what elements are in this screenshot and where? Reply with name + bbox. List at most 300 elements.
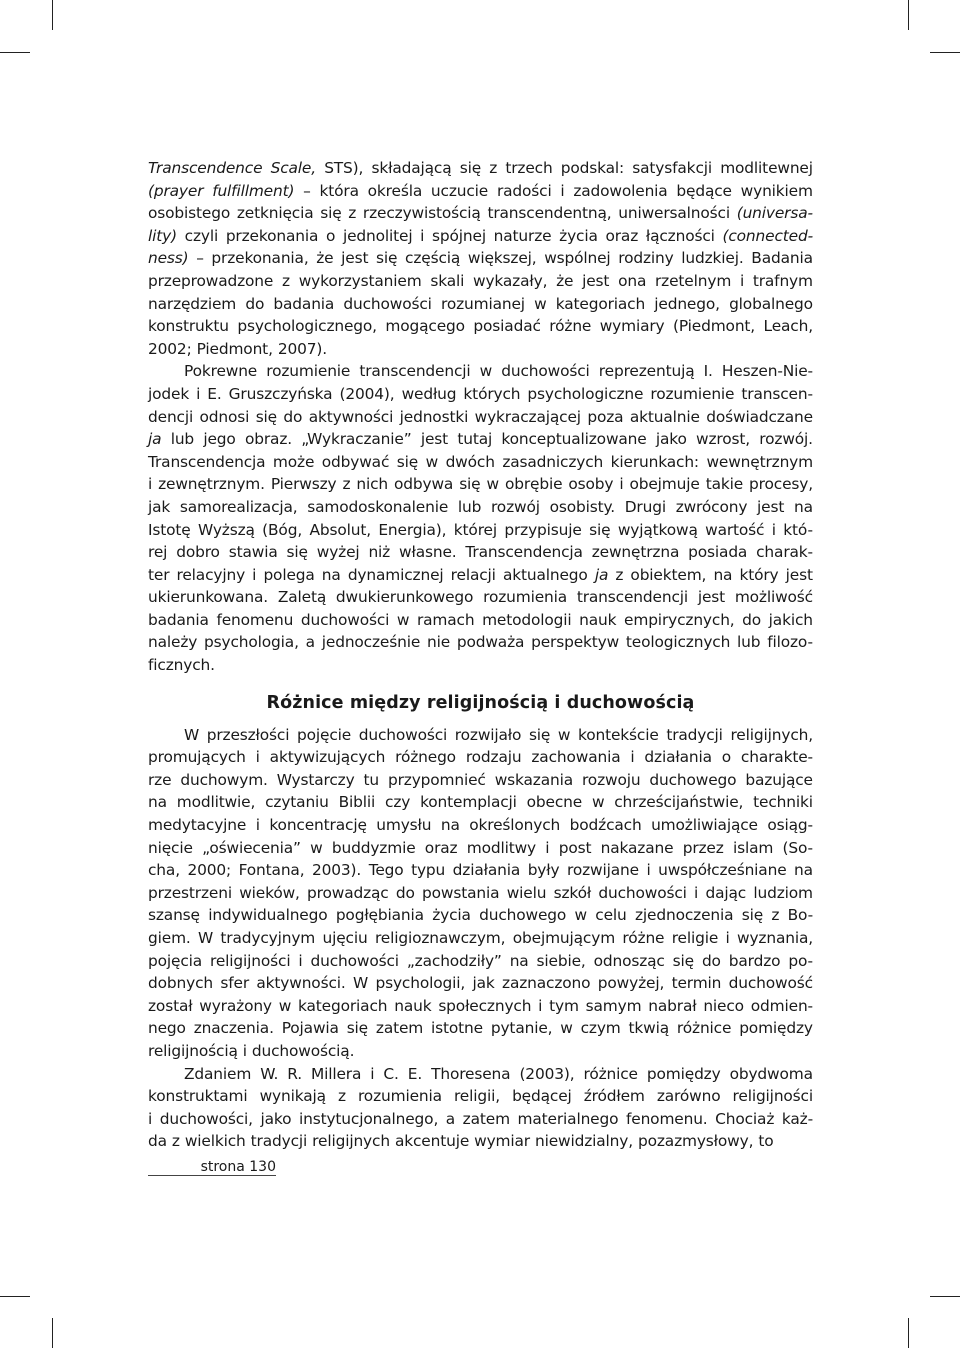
word: Energia), <box>378 520 447 539</box>
word: ja <box>148 430 162 449</box>
body-text <box>148 157 813 677</box>
word: transcendentną, <box>487 204 612 223</box>
word: duchowości <box>310 951 399 970</box>
word: dencji <box>148 407 194 426</box>
word: wykazały, <box>473 271 548 290</box>
word: o <box>721 748 732 767</box>
word: i <box>255 816 260 835</box>
footer-rule <box>148 1175 276 1176</box>
word: z <box>171 1132 180 1151</box>
word: religijnych, <box>730 725 813 744</box>
word: jak <box>472 974 495 993</box>
word: duchowości, <box>159 1109 253 1128</box>
text-line <box>148 519 813 542</box>
text-line <box>148 1108 813 1131</box>
word: aktywności. <box>256 974 346 993</box>
crop-mark <box>0 52 30 53</box>
word: religijnością <box>148 1041 238 1060</box>
word: psychologii, <box>375 974 466 993</box>
word: będącej <box>512 1087 572 1106</box>
word: giem. <box>148 929 191 947</box>
word: różnego <box>395 748 456 767</box>
text-line <box>148 338 813 361</box>
word: wspólnej <box>544 249 611 268</box>
word: globalnego <box>729 294 813 313</box>
word: Absolut, <box>309 520 371 539</box>
word: wskazania <box>494 770 574 789</box>
word: społecznych <box>438 996 532 1015</box>
word: E. <box>207 384 222 403</box>
word: termin <box>671 974 722 993</box>
word: rozwijane <box>566 861 639 880</box>
word: psychologia, <box>204 633 299 652</box>
word: tkwią <box>628 1019 670 1038</box>
word: religijnych <box>312 1132 390 1151</box>
word: spójnej <box>432 226 486 245</box>
word: się <box>376 249 398 268</box>
word: R. <box>287 1064 302 1083</box>
word: badania <box>148 610 209 629</box>
word: czytaniu <box>265 793 329 812</box>
word: buddyzmie <box>331 838 416 857</box>
word: istotne <box>431 1019 483 1038</box>
word: ona <box>618 271 647 290</box>
word: ficznych. <box>148 656 215 675</box>
word: religijności <box>732 1087 813 1106</box>
word: filozo- <box>767 633 813 652</box>
word: będące <box>676 181 732 200</box>
word: osobistego <box>148 204 231 223</box>
word: wynikiem <box>740 181 813 200</box>
word: uniwersalności <box>618 204 730 223</box>
word: transcendencji <box>359 362 471 381</box>
word: (Bóg, <box>262 520 303 539</box>
word: Transcendencja <box>148 452 266 471</box>
text-line <box>148 202 813 225</box>
word: określa <box>367 181 423 200</box>
word: wynikają <box>259 1087 326 1106</box>
word: podważa <box>456 633 525 652</box>
text-line <box>148 293 813 316</box>
word: wymiary <box>599 317 665 336</box>
word: Scale, <box>270 159 316 177</box>
word: i <box>148 1109 153 1128</box>
word: da <box>148 1132 167 1151</box>
word: życia <box>432 906 471 925</box>
word: częścią <box>405 249 461 268</box>
word: obydwoma <box>729 1064 813 1083</box>
word: duchowym. <box>180 770 268 789</box>
word: w <box>486 475 499 494</box>
word: jest <box>757 497 785 516</box>
word: z <box>282 271 290 290</box>
word: Thoresena <box>431 1064 511 1083</box>
word: odnosząc <box>593 951 665 970</box>
word: religioznawczym, <box>374 929 506 947</box>
section-heading: Różnice między religijnością i duchowością <box>266 692 695 713</box>
word: osiąg- <box>767 816 813 835</box>
word: kontemplacji <box>420 793 517 812</box>
word: na <box>713 565 733 584</box>
word: charak- <box>756 543 813 562</box>
word: rozwijało <box>454 725 522 744</box>
word: reprezentują <box>598 362 695 381</box>
text-line <box>148 654 813 677</box>
word: zetknięcia <box>236 204 314 223</box>
word: się <box>286 543 308 562</box>
crop-mark <box>930 1296 960 1297</box>
word: której <box>453 520 497 539</box>
word: (2003), <box>519 1064 575 1083</box>
word: odbywa <box>394 475 454 494</box>
word: stawia <box>228 543 278 562</box>
word: wielu <box>506 883 547 902</box>
word: promujących <box>148 748 246 767</box>
word: Pokrewne <box>184 362 258 381</box>
word: wyjątkową <box>617 520 698 539</box>
word: obraz. <box>244 430 292 449</box>
text-line <box>148 473 813 496</box>
word: lub <box>170 430 195 449</box>
word: nauk <box>394 996 432 1015</box>
word: że <box>316 249 334 268</box>
word: i <box>725 929 730 947</box>
text-line <box>148 180 813 203</box>
text-line <box>148 882 813 905</box>
word: któ- <box>783 520 813 539</box>
word: C. <box>383 1064 399 1083</box>
text-line <box>148 837 813 860</box>
word: konstruktu <box>148 317 229 336</box>
page-number: strona 130 <box>200 1159 276 1175</box>
word: przez <box>682 838 724 857</box>
word: Pojawia <box>281 1019 339 1038</box>
word: W. <box>260 1064 279 1083</box>
word: i <box>739 271 745 290</box>
word: umożliwiające <box>651 816 758 835</box>
word: która <box>319 181 359 200</box>
word: jest <box>697 588 726 607</box>
word: uczucie <box>430 181 489 200</box>
word: jest <box>785 565 813 584</box>
word: się <box>528 725 551 744</box>
word: w <box>479 362 493 381</box>
word: przekonania, <box>211 249 309 268</box>
word: i <box>545 838 550 857</box>
word: aktywizujących <box>269 748 386 767</box>
word: powstania <box>422 883 500 902</box>
word: nich <box>356 475 389 494</box>
word: ludzkiej. <box>681 249 744 268</box>
word: (2004), <box>339 384 395 403</box>
word: się <box>741 906 764 925</box>
word: aktualnie <box>629 407 700 426</box>
word: posiada <box>688 543 748 562</box>
word: niewidzialny, <box>534 1132 633 1151</box>
word: wzrost, <box>696 430 751 449</box>
word: a <box>445 1109 456 1128</box>
word: oraz <box>424 838 458 857</box>
word: – <box>196 249 204 268</box>
word: wyznania, <box>737 929 813 947</box>
crop-mark <box>0 1296 30 1297</box>
word: zwrócony <box>675 497 748 516</box>
word: ujęciu <box>322 929 368 947</box>
word: duchowości <box>358 725 448 744</box>
word: należy <box>148 633 198 652</box>
text-line <box>148 360 813 383</box>
word: składającą <box>371 159 452 177</box>
word: badania <box>273 294 335 313</box>
word: teologicznych <box>625 633 731 652</box>
crop-mark <box>908 1318 909 1348</box>
word: Bo- <box>787 906 813 925</box>
word: zjednoczenia <box>634 906 734 925</box>
word: obejmuje <box>629 475 700 494</box>
word: jednostki <box>399 407 469 426</box>
word: obrębie <box>504 475 563 494</box>
word: STS), <box>324 159 364 177</box>
word: Transcendencja <box>465 543 583 562</box>
word: odmien- <box>750 996 813 1015</box>
word: 2000; <box>187 861 232 880</box>
word: różnice <box>676 1019 732 1038</box>
word: się <box>396 452 419 471</box>
word: pojęcia <box>148 951 203 970</box>
word: to <box>758 1132 774 1151</box>
word: jak <box>148 497 171 516</box>
word: zasadniczych <box>502 452 604 471</box>
word: jego <box>203 430 236 449</box>
word: zachowania <box>531 748 621 767</box>
word: się <box>672 951 694 970</box>
word: obejmującym <box>512 929 616 947</box>
word: tradycji <box>666 725 723 744</box>
word: prowadząc <box>307 883 389 902</box>
text-line <box>148 406 813 429</box>
word: rozumienia <box>357 1087 442 1106</box>
word: dynamicznej <box>347 565 444 584</box>
word: islam <box>732 838 774 857</box>
word: Istotę <box>148 520 191 539</box>
word: na <box>148 793 167 812</box>
word: dwóch <box>445 452 495 471</box>
word: transcendencji <box>576 588 689 607</box>
text-line <box>148 995 813 1018</box>
word: jednolitej <box>342 226 413 245</box>
word: Zaletą <box>277 588 327 607</box>
text-line <box>148 1130 813 1153</box>
word: modlitewnej <box>720 159 813 177</box>
word: rzetelnym <box>655 271 732 290</box>
text-line <box>148 859 813 882</box>
word: zatem <box>462 1109 510 1128</box>
word: I. <box>703 362 713 381</box>
word: do <box>742 610 762 629</box>
page-body <box>148 157 813 1153</box>
word: (So- <box>782 838 813 857</box>
word: przeszłości <box>206 725 290 744</box>
word: niż <box>368 543 391 562</box>
word: że <box>556 271 574 290</box>
word: dobnych <box>148 974 213 993</box>
word: instytucjonalnego, <box>298 1109 439 1128</box>
word: wartość <box>705 520 765 539</box>
word: psychologiczne <box>527 384 644 403</box>
word: duchowość <box>728 974 813 993</box>
word: zewnętrznym. <box>158 475 265 494</box>
word: i <box>619 475 624 494</box>
word: czy <box>385 793 411 812</box>
word: rozwoju <box>581 770 641 789</box>
text-line <box>148 1040 813 1063</box>
word: nego <box>148 1019 186 1038</box>
word: ukierunkowana. <box>148 588 269 607</box>
word: Drugi <box>624 497 666 516</box>
word: Zdaniem <box>184 1064 252 1083</box>
word: wieków, <box>239 883 300 902</box>
word: E. <box>407 1064 423 1083</box>
text-line <box>148 724 813 747</box>
word: kierunkach: <box>610 452 699 471</box>
word: (prayer <box>148 181 204 200</box>
text-line <box>148 428 813 451</box>
word: własne. <box>399 543 457 562</box>
word: i <box>148 475 153 494</box>
word: metodologii <box>482 610 572 629</box>
text-line <box>148 609 813 632</box>
word: przeprowadzone <box>148 271 274 290</box>
word: Millera <box>310 1064 362 1083</box>
word: jednocześnie <box>321 633 421 652</box>
word: modlitwy <box>466 838 536 857</box>
text-line <box>148 791 813 814</box>
word: nieco <box>703 996 744 1015</box>
word: duchowości <box>300 610 390 629</box>
word: wyrażony <box>199 996 272 1015</box>
word: Wystarczy <box>276 770 355 789</box>
word: nauk <box>579 610 617 629</box>
word: typu <box>411 861 446 880</box>
word: procesy, <box>749 475 813 494</box>
crop-mark <box>930 52 960 53</box>
word: tym <box>549 996 579 1015</box>
word: duchowego <box>649 770 737 789</box>
word: się <box>346 1019 369 1038</box>
word: fenomenu <box>216 610 294 629</box>
body-text <box>148 724 813 1153</box>
text-line <box>148 564 813 587</box>
crop-mark <box>908 0 909 30</box>
word: zewnętrzna <box>591 543 680 562</box>
word: każ- <box>781 1109 813 1128</box>
word: mogącego <box>385 317 465 336</box>
text-line <box>148 270 813 293</box>
word: i <box>560 181 565 200</box>
word: bodźcach <box>569 816 642 835</box>
word: większej, <box>467 249 537 268</box>
word: ness) <box>148 249 189 268</box>
word: działania <box>644 748 712 767</box>
text-line <box>148 315 813 338</box>
word: transcen- <box>741 384 813 403</box>
word: tradycyjnym <box>220 929 316 947</box>
crop-mark <box>52 0 53 30</box>
text-line <box>148 586 813 609</box>
word: 2003). <box>311 861 362 880</box>
word: znaczenia. <box>193 1019 274 1038</box>
word: kontekście <box>578 725 659 744</box>
word: rze <box>148 770 172 789</box>
word: i <box>771 520 776 539</box>
word: na <box>440 816 460 835</box>
word: pomiędzy <box>739 1019 813 1038</box>
word: zadowolenia <box>573 181 668 200</box>
word: Pierwszy <box>270 475 337 494</box>
word: samorealizacja, <box>179 497 298 516</box>
word: ter <box>148 565 170 584</box>
text-line <box>148 157 813 180</box>
word: z <box>342 475 351 494</box>
word: się <box>255 407 278 426</box>
word: duchowości <box>598 883 687 902</box>
word: wewnętrznym <box>706 452 813 471</box>
word: celu <box>595 906 627 925</box>
word: uwspółcześniane <box>658 861 787 880</box>
word: nie <box>426 633 451 652</box>
word: duchowego <box>479 906 567 925</box>
word: bardzo <box>728 951 781 970</box>
word: W <box>184 725 200 744</box>
word: ja <box>594 565 609 584</box>
word: oraz <box>605 226 639 245</box>
word: samym <box>585 996 642 1015</box>
word: na <box>794 861 813 880</box>
word: Tego <box>368 861 404 880</box>
crop-mark <box>52 1318 53 1348</box>
word: szansę <box>148 906 200 925</box>
word: o <box>325 226 336 245</box>
word: sfer <box>220 974 249 993</box>
word: Heszen-Nie- <box>721 362 813 381</box>
word: do <box>701 951 721 970</box>
word: empirycznych, <box>624 610 735 629</box>
word: z <box>489 159 498 177</box>
word: dając <box>705 883 747 902</box>
text-line <box>148 1063 813 1086</box>
word: z <box>615 565 624 584</box>
word: w <box>557 725 571 744</box>
word: Badania <box>751 249 813 268</box>
word: rozwój. <box>759 430 813 449</box>
word: do <box>395 883 415 902</box>
word: Wyższą <box>198 520 255 539</box>
word: się <box>459 159 482 177</box>
word: na <box>321 565 341 584</box>
word: łączności <box>645 226 715 245</box>
word: możliwość <box>734 588 813 607</box>
word: polega <box>263 565 315 584</box>
word: w <box>396 610 410 629</box>
word: wymiar <box>474 1132 530 1151</box>
word: kategoriach <box>555 294 646 313</box>
word: bazujące <box>745 770 813 789</box>
paragraph <box>148 1063 813 1153</box>
text-line <box>148 814 813 837</box>
text-line <box>148 247 813 270</box>
word: rozumienie <box>266 362 351 381</box>
word: obiektem, <box>630 565 707 584</box>
